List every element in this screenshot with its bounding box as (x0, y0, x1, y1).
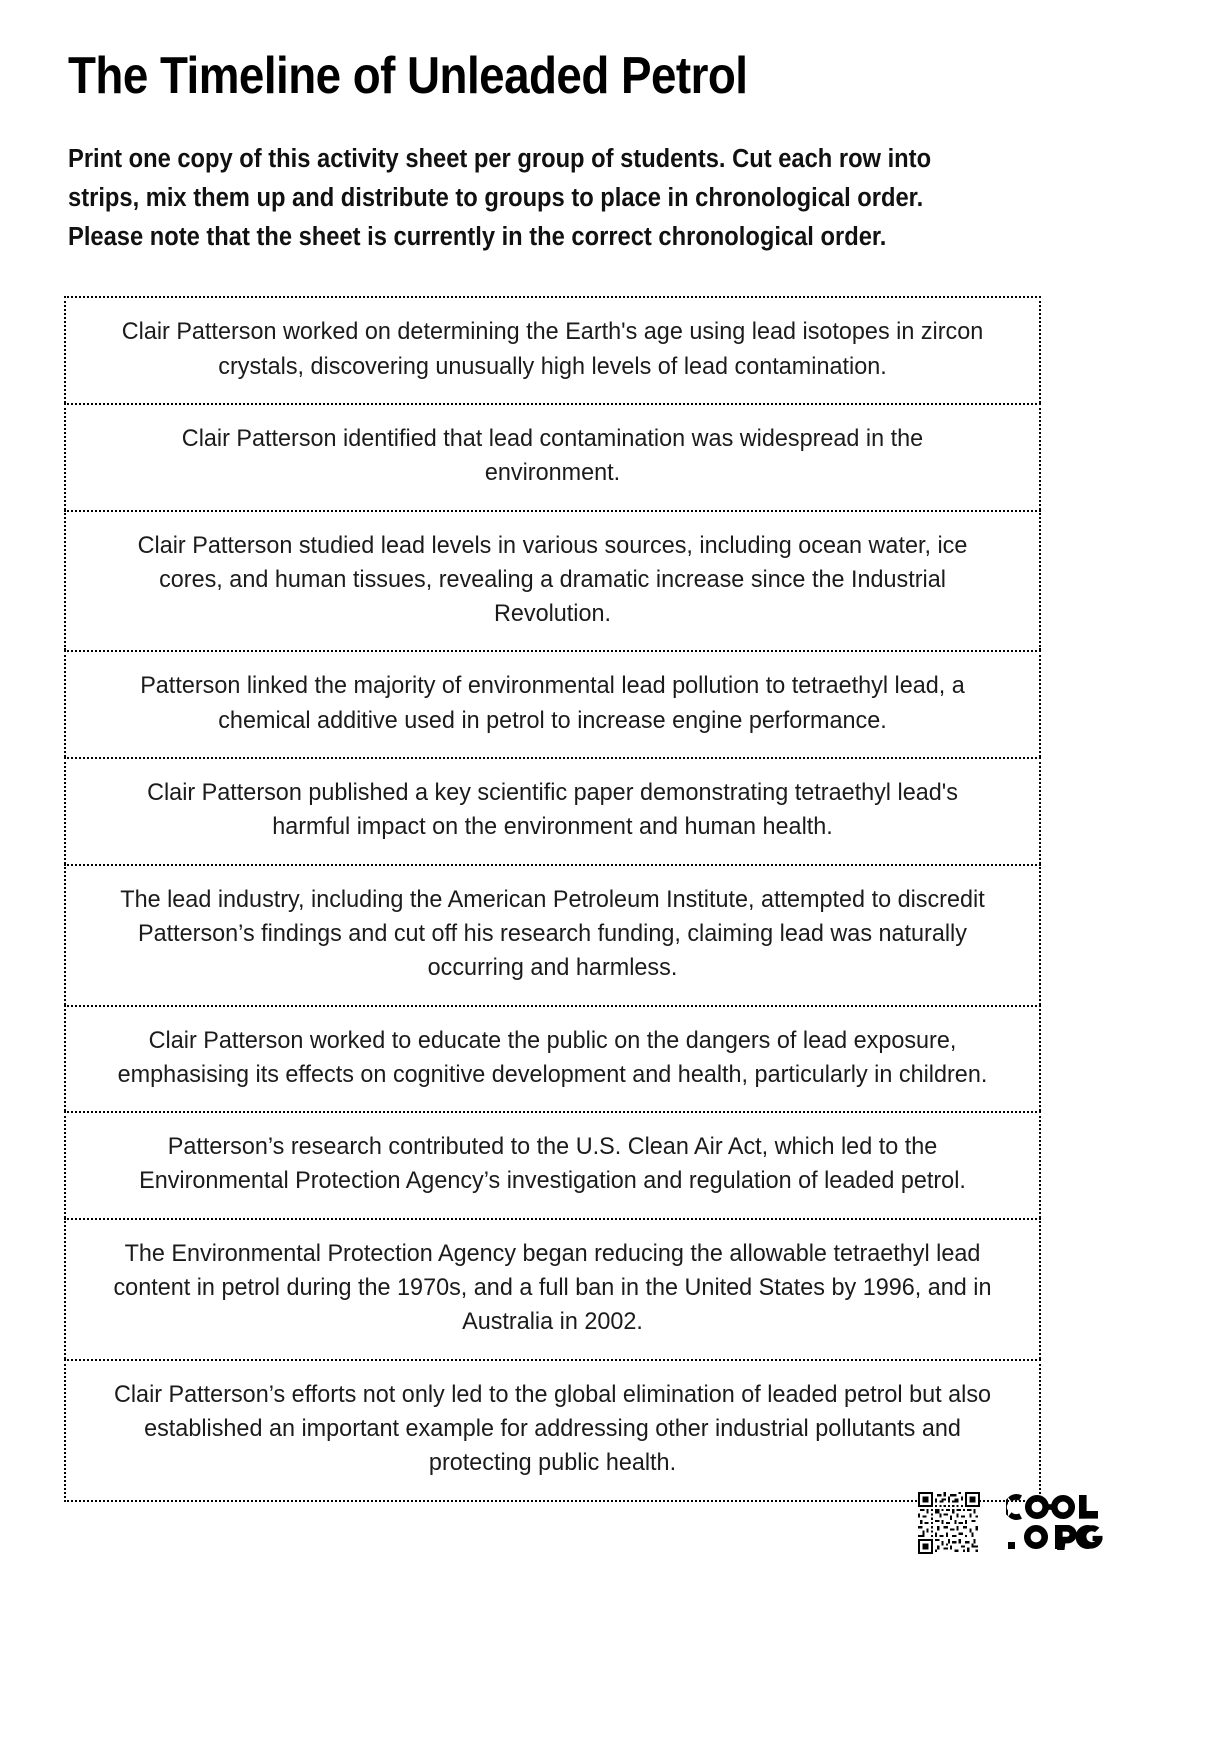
timeline-strip-text: Patterson’s research contributed to the U.S. Clean Air Act, which led to the Environmental Protection Agency’s investigation and regulation of leaded petrol. (139, 1133, 966, 1195)
cool-org-logo (1006, 1492, 1110, 1554)
timeline-strip (64, 757, 1041, 864)
timeline-strip-text: Clair Patterson’s efforts not only led to the global elimination of leaded petrol but also established an important example for addressing other industrial pollutants and protecting public health. (113, 1380, 992, 1477)
timeline-strip-text: Clair Patterson studied lead levels in various sources, including ocean water, ice cores, and human tissues, revealing a dramatic increase since the Industrial Revolution. (137, 531, 968, 628)
timeline-strip-text: Clair Patterson worked to educate the public on the dangers of lead exposure, emphasising its effects on cognitive development and health, particularly in children. (117, 1026, 988, 1088)
timeline-strip (64, 1218, 1041, 1359)
timeline-strip-text: Patterson linked the majority of environmental lead pollution to tetraethyl lead, a chemical additive used in petrol to increase engine performance. (140, 672, 965, 734)
qr-code-icon (918, 1492, 980, 1554)
timeline-strip (64, 1005, 1041, 1112)
page-title: The Timeline of Unleaded Petrol (68, 47, 748, 105)
timeline-strip (64, 650, 1041, 757)
timeline-strip (64, 510, 1041, 651)
timeline-strip (64, 1111, 1041, 1218)
cool-org-wordmark-icon (1006, 1492, 1110, 1554)
timeline-strip-text: The Environmental Protection Agency began reducing the allowable tetraethyl lead content in petrol during the 1970s, and a full ban in the United States by 1996, and in Australia in 2002. (113, 1239, 992, 1336)
timeline-strip (64, 296, 1041, 403)
page-footer (68, 1480, 1110, 1566)
instructions-line-2: strips, mix them up and distribute to groups to place in chronological order. (68, 183, 924, 212)
timeline-strips-list (64, 296, 1041, 1501)
timeline-strip-text: Clair Patterson identified that lead contamination was widespread in the environment. (181, 425, 924, 487)
instructions-line-1: Print one copy of this activity sheet per group of students. Cut each row into (68, 145, 932, 174)
timeline-strip (64, 864, 1041, 1005)
timeline-strip-text: The lead industry, including the American Petroleum Institute, attempted to discredit Patterson’s findings and cut off his research funding, claiming lead was naturally occurring and harmless. (120, 885, 985, 982)
instructions-line-3: Please note that the sheet is currently in the correct chronological order. (68, 222, 887, 251)
timeline-strip (64, 403, 1041, 510)
timeline-strip-text: Clair Patterson worked on determining the Earth's age using lead isotopes in zircon crystals, discovering unusually high levels of lead contamination. (121, 318, 984, 380)
instructions-block (68, 140, 998, 256)
timeline-strip-text: Clair Patterson published a key scientific paper demonstrating tetraethyl lead's harmful impact on the environment and human health. (147, 779, 958, 841)
